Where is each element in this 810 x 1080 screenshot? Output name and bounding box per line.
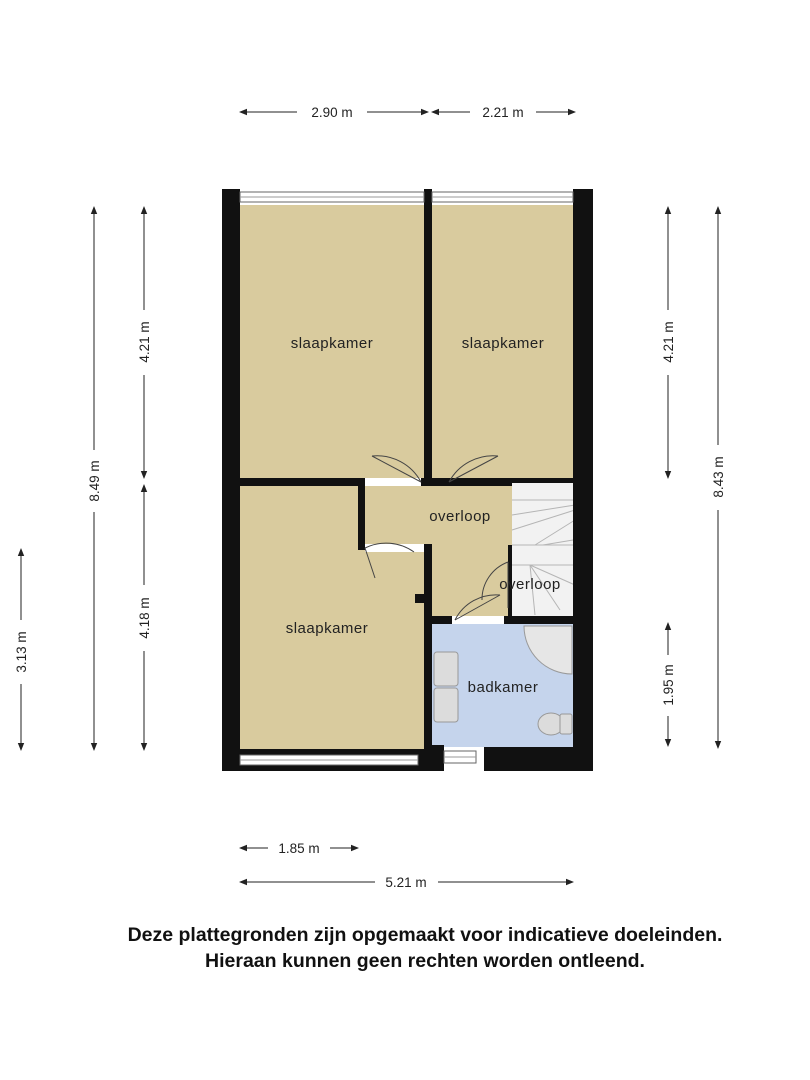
- dimension-bottom-total: 5.21 m: [385, 875, 427, 890]
- dimension-left-inner-bottom: 4.18 m: [137, 597, 152, 639]
- dimension-bottom-partial: 1.85 m: [278, 841, 320, 856]
- dimension-right-inner-top: 4.21 m: [661, 321, 676, 363]
- dimension-top-right-width: 2.21 m: [482, 105, 524, 120]
- dimension-right-inner-bottom: 1.95 m: [661, 664, 676, 706]
- room-label-bedroom-top-left: slaapkamer: [290, 335, 374, 352]
- dimension-top-left-width: 2.90 m: [311, 105, 353, 120]
- dimension-right-outer-total: 8.43 m: [711, 456, 726, 498]
- dimension-left-inner-top: 4.21 m: [137, 321, 152, 363]
- disclaimer: [0, 922, 810, 974]
- room-label-bathroom: badkamer: [467, 679, 539, 696]
- room-label-bedroom-bottom-left: slaapkamer: [285, 620, 369, 637]
- sink-icon: [434, 652, 458, 686]
- dimension-left-outer-partial: 3.13 m: [14, 631, 29, 673]
- disclaimer-line-2: Hieraan kunnen geen rechten worden ontleend.: [205, 950, 645, 972]
- sink-icon: [434, 688, 458, 722]
- dimension-left-outer-total: 8.49 m: [87, 460, 102, 502]
- room-label-landing-stairs: overloop: [499, 576, 561, 593]
- disclaimer-line-1: Deze plattegronden zijn opgemaakt voor indicatieve doeleinden.: [127, 924, 723, 946]
- stairs: [512, 483, 575, 618]
- room-label-bedroom-top-right: slaapkamer: [461, 335, 545, 352]
- room-label-landing-main: overloop: [429, 508, 491, 525]
